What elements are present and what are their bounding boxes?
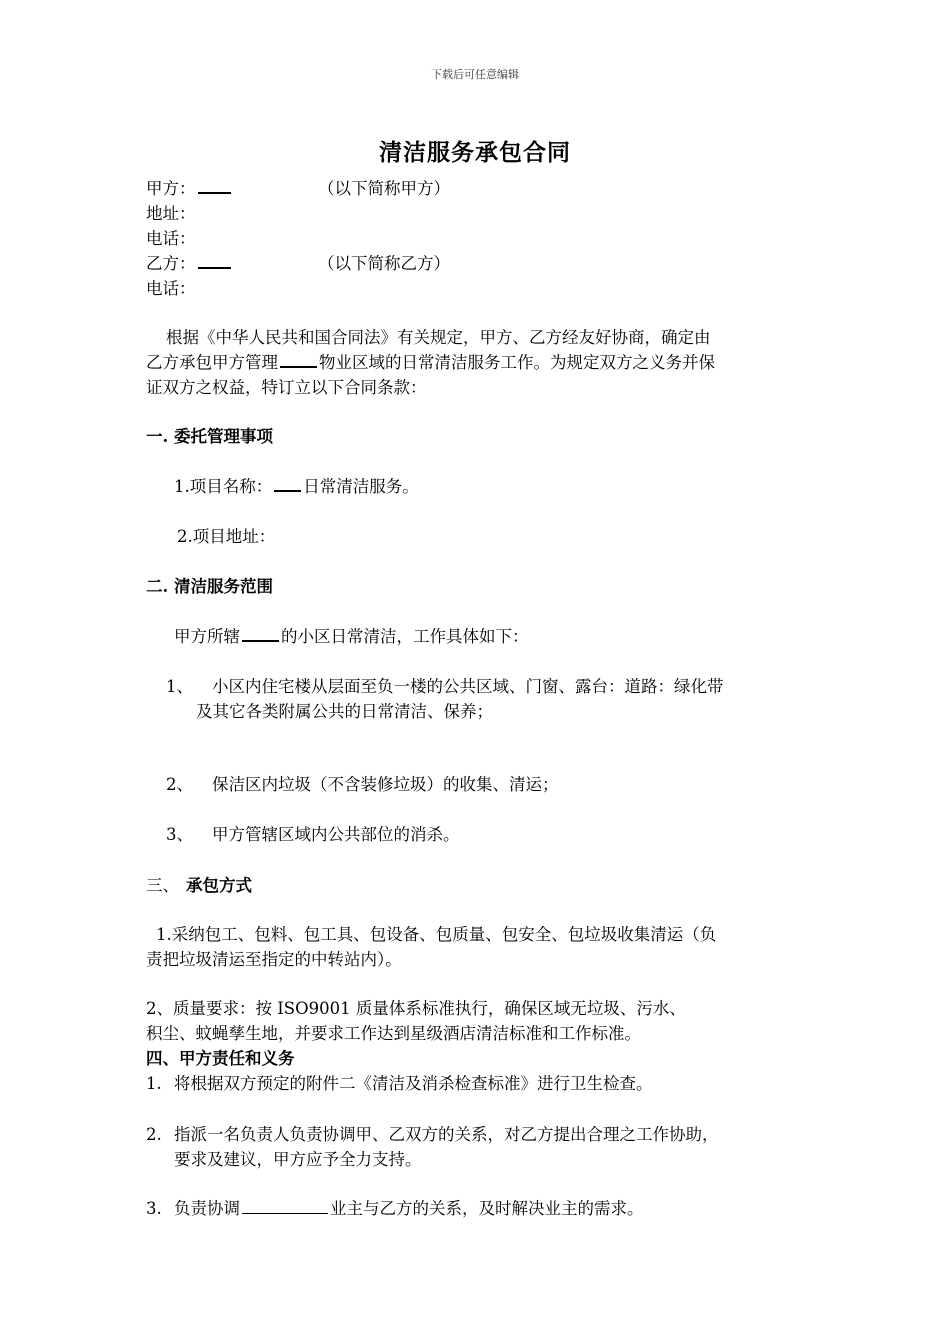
scope-item-2-line1: 保洁区内垃圾（不含装修垃圾）的收集、清运； — [212, 775, 559, 794]
duty-2-num: 2. — [146, 1125, 162, 1144]
party-b-blank — [198, 252, 231, 269]
intro-line-3: 证双方之权益，特订立以下合同条款： — [146, 378, 427, 397]
duty-2-line2: 要求及建议，甲方应予全力支持。 — [174, 1150, 422, 1169]
duty-3-line1-b: 业主与乙方的关系，及时解决业主的需求。 — [330, 1199, 644, 1218]
section4-heading: 四、甲方责任和义务 — [146, 1049, 295, 1068]
phone-label-a: 电话： — [146, 229, 196, 248]
scope-item-1-line1: 小区内住宅楼从层面至负一楼的公共区域、门窗、露台：道路：绿化带 — [212, 677, 724, 696]
section2-blank — [242, 625, 279, 642]
project-name-suffix: 日常清洁服务。 — [303, 477, 419, 496]
section2-intro-b: 的小区日常清洁，工作具体如下： — [281, 627, 529, 646]
project-name-blank — [274, 475, 301, 492]
duty-3-line1 — [174, 1196, 644, 1221]
party-b-label: 乙方： — [146, 254, 196, 273]
section3-heading-num: 三、 — [146, 876, 179, 895]
header-note: 下载后可任意编辑 — [431, 68, 519, 81]
contract-title: 清洁服务承包合同 — [379, 139, 571, 166]
intro-line-1: 根据《中华人民共和国合同法》有关规定，甲方、乙方经友好协商，确定由 — [166, 328, 711, 347]
section3-item1-line1: 1.采纳包工、包料、包工具、包设备、包质量、包安全、包垃圾收集清运（负 — [156, 925, 717, 944]
party-a-note: （以下简称甲方） — [318, 179, 450, 198]
party-a-label: 甲方： — [146, 179, 196, 198]
duty-3-blank — [242, 1198, 328, 1214]
section3-heading: 承包方式 — [186, 876, 252, 895]
section1-heading: 一. 委托管理事项 — [146, 427, 273, 446]
section2-intro — [174, 624, 529, 649]
scope-item-1-num: 1、 — [166, 677, 193, 696]
intro-line-2-a: 乙方承包甲方管理 — [146, 353, 278, 372]
duty-1-num: 1. — [146, 1074, 162, 1093]
project-name-label: 1.项目名称： — [174, 477, 273, 496]
section2-intro-a: 甲方所辖 — [174, 627, 240, 646]
section2-heading: 二. 清洁服务范围 — [146, 577, 273, 596]
section3-item2-line2: 积尘、蚊蝇孳生地，并要求工作达到星级酒店清洁标准和工作标准。 — [146, 1024, 641, 1043]
section3-item2-line1: 2、质量要求：按 ISO9001 质量体系标准执行，确保区域无垃圾、污水、 — [146, 999, 686, 1018]
section1-item1 — [174, 474, 419, 499]
intro-blank — [280, 351, 317, 368]
party-b-note: （以下简称乙方） — [318, 254, 450, 273]
duty-3-num: 3. — [146, 1199, 162, 1218]
intro-line-2 — [146, 350, 715, 375]
scope-item-2-num: 2、 — [166, 775, 193, 794]
scope-item-1-line2: 及其它各类附属公共的日常清洁、保养； — [196, 702, 493, 721]
address-label: 地址： — [146, 204, 196, 223]
scope-item-3-num: 3、 — [166, 825, 193, 844]
section1-item2: 2.项目地址： — [177, 527, 276, 546]
intro-line-2-b: 物业区域的日常清洁服务工作。为规定双方之义务并保 — [319, 353, 715, 372]
duty-2-line1: 指派一名负责人负责协调甲、乙双方的关系，对乙方提出合理之工作协助， — [174, 1125, 719, 1144]
scope-item-3-line1: 甲方管辖区域内公共部位的消杀。 — [212, 825, 460, 844]
phone-label-b: 电话： — [146, 279, 196, 298]
duty-1-line1: 将根据双方预定的附件二《清洁及消杀检查标准》进行卫生检查。 — [174, 1074, 653, 1093]
party-a-line — [146, 176, 233, 201]
party-b-line — [146, 251, 233, 276]
duty-3-line1-a: 负责协调 — [174, 1199, 240, 1218]
party-a-blank — [198, 177, 231, 194]
section3-item1-line2: 责把垃圾清运至指定的中转站内）。 — [146, 950, 402, 969]
